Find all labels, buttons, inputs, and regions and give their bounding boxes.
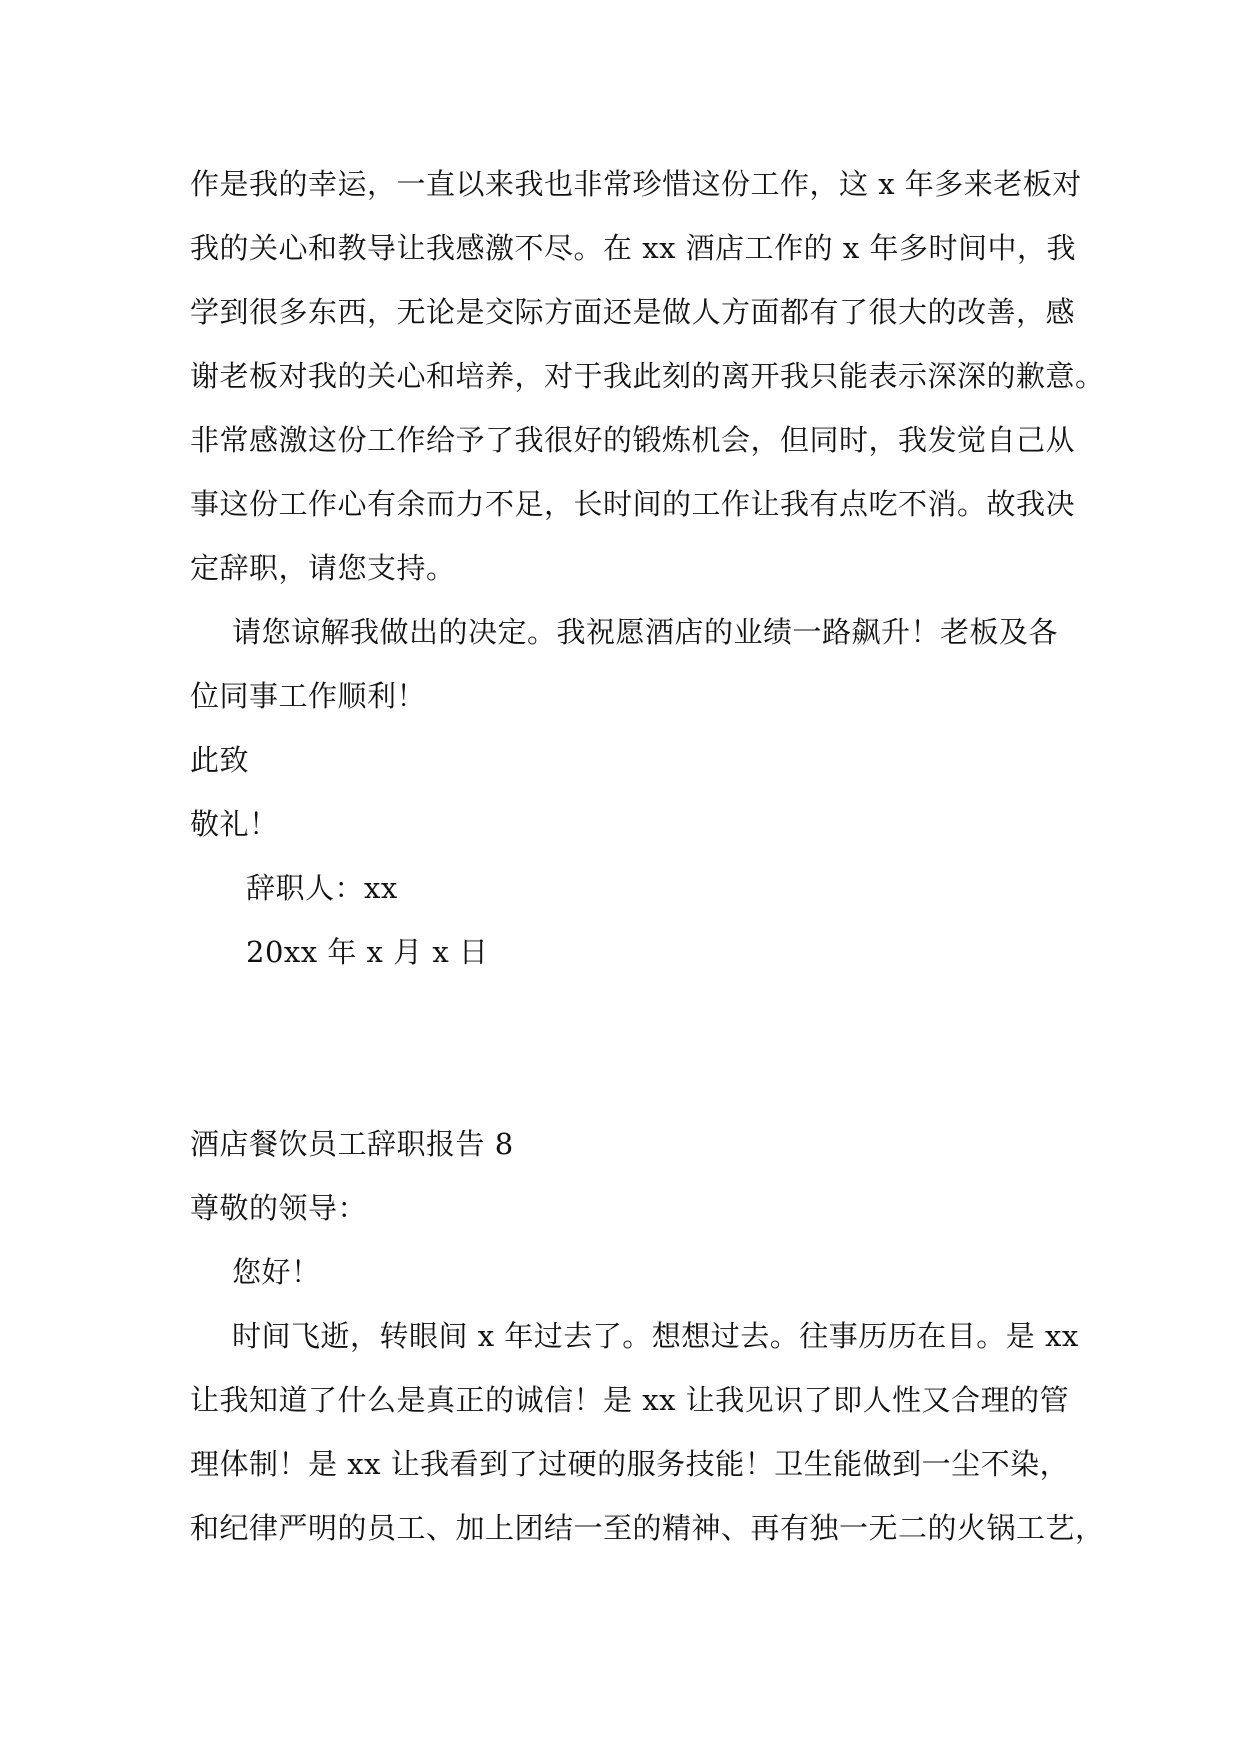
letter2-greeting: 您好！ [232,1255,321,1289]
letter1-closing-jingli: 敬礼！ [190,807,279,841]
letter2-salutation: 尊敬的领导： [190,1191,368,1225]
letter1-closing-cizhi: 此致 [190,743,250,777]
letter1-signer: 辞职人：xx [246,871,398,905]
letter1-body-line: 事这份工作心有余而力不足，长时间的工作让我有点吃不消。故我决 [190,487,1076,521]
letter2-body-line: 让我知道了什么是真正的诚信！是 xx 让我见识了即人性又合理的管 [190,1383,1070,1417]
letter1-wish-line: 请您谅解我做出的决定。我祝愿酒店的业绩一路飙升！老板及各 [232,615,1059,649]
letter1-date: 20xx 年 x 月 x 日 [246,935,489,969]
letter2-body-line: 时间飞逝，转眼间 x 年过去了。想想过去。往事历历在目。是 xx [232,1319,1079,1353]
letter1-body-line: 我的关心和教导让我感激不尽。在 xx 酒店工作的 x 年多时间中，我 [190,231,1076,265]
letter1-wish-line: 位同事工作顺利！ [190,679,427,713]
letter2-body-line: 和纪律严明的员工、加上团结一至的精神、再有独一无二的火锅工艺， [190,1511,1105,1545]
letter2-title: 酒店餐饮员工辞职报告 8 [190,1127,514,1161]
letter2-body-line: 理体制！是 xx 让我看到了过硬的服务技能！卫生能做到一尘不染， [190,1447,1070,1481]
letter1-body-line: 谢老板对我的关心和培养，对于我此刻的离开我只能表示深深的歉意。 [190,359,1105,393]
letter1-body-line: 学到很多东西，无论是交际方面还是做人方面都有了很大的改善，感 [190,295,1076,329]
letter1-body-line: 非常感激这份工作给予了我很好的锻炼机会，但同时，我发觉自己从 [190,423,1076,457]
letter1-body-line: 作是我的幸运，一直以来我也非常珍惜这份工作，这 x 年多来老板对 [190,167,1082,201]
letter1-body-line: 定辞职，请您支持。 [190,551,456,585]
